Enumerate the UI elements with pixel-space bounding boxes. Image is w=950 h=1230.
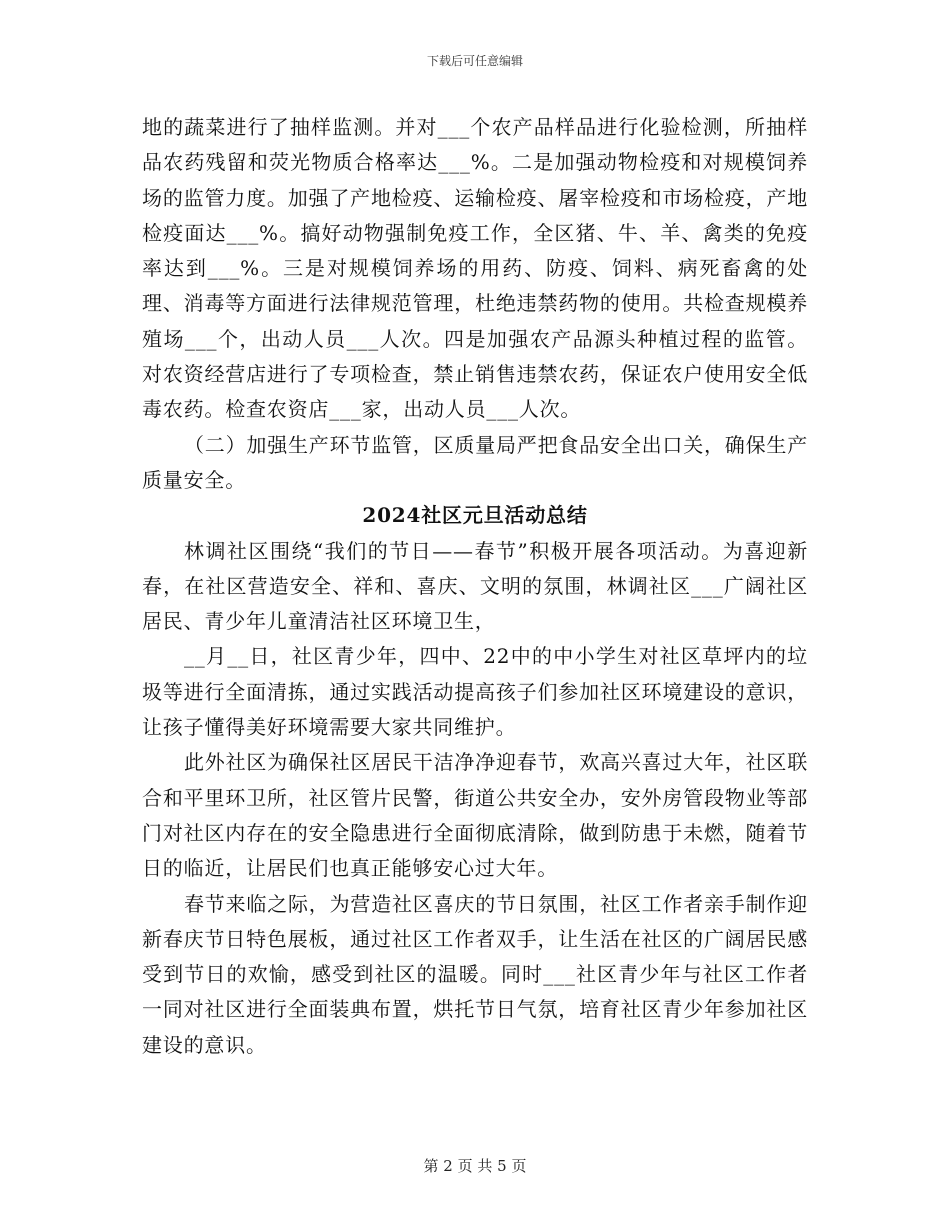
document-body (142, 110, 808, 1063)
section-title: 2024社区元旦活动总结 (362, 503, 588, 528)
section-paragraph-intro: 林调社区围绕“我们的节日——春节”积极开展各项活动。为喜迎新春，在社区营造安全、祥和、喜庆、文明的氛围，林调社区___广阔社区居民、青少年儿童清洁社区环境卫生， (142, 538, 808, 634)
body-paragraph-continued: 地的蔬菜进行了抽样监测。并对___个农产品样品进行化验检测，所抽样品农药残留和荧光物质合格率达___%。二是加强动物检疫和对规模饲养场的监管力度。加强了产地检疫、运输检疫、屠宰检疫和市场检疫，产地检疫面达___%。搞好动物强制免疫工作，全区猪、牛、羊、禽类的免疫率达到___%。三是对规模饲养场的用药、防疫、饲料、病死畜禽的处理、消毒等方面进行法律规范管理，杜绝违禁药物的使用。共检查规模养殖场___个，出动人员___人次。四是加强农产品源头种植过程的监管。对农资经营店进行了专项检查，禁止销售违禁农药，保证农户使用安全低毒农药。检查农资店___家，出动人员___人次。 (142, 115, 808, 422)
page-number-footer: 第 2 页 共 5 页 (423, 1157, 527, 1175)
page-header-note: 下载后可任意编辑 (426, 54, 523, 68)
section-paragraph-decoration: 春节来临之际，为营造社区喜庆的节日氛围，社区工作者亲手制作迎新春庆节日特色展板，通过社区工作者双手，让生活在社区的广阔居民感受到节日的欢愉，感受到社区的温暖。同时___社区青少年与社区工作者一同对社区进行全面装典布置，烘托节日气氛，培育社区青少年参加社区建设的意识。 (142, 891, 808, 1057)
section-paragraph-safety: 此外社区为确保社区居民干洁净净迎春节，欢高兴喜过大年，社区联合和平里环卫所，社区管片民警，街道公共安全办，安外房管段物业等部门对社区内存在的安全隐患进行全面彻底清除，做到防患于未燃，随着节日的临近，让居民们也真正能够安心过大年。 (142, 750, 808, 881)
section-paragraph-cleanup: __月__日，社区青少年，四中、22中的中小学生对社区草坪内的垃圾等进行全面清拣，通过实践活动提高孩子们参加社区环境建设的意识，让孩子懂得美好环境需要大家共同维护。 (142, 644, 808, 740)
body-paragraph-production-supervision: （二）加强生产环节监管，区质量局严把食品安全出口关，确保生产质量安全。 (142, 432, 808, 492)
